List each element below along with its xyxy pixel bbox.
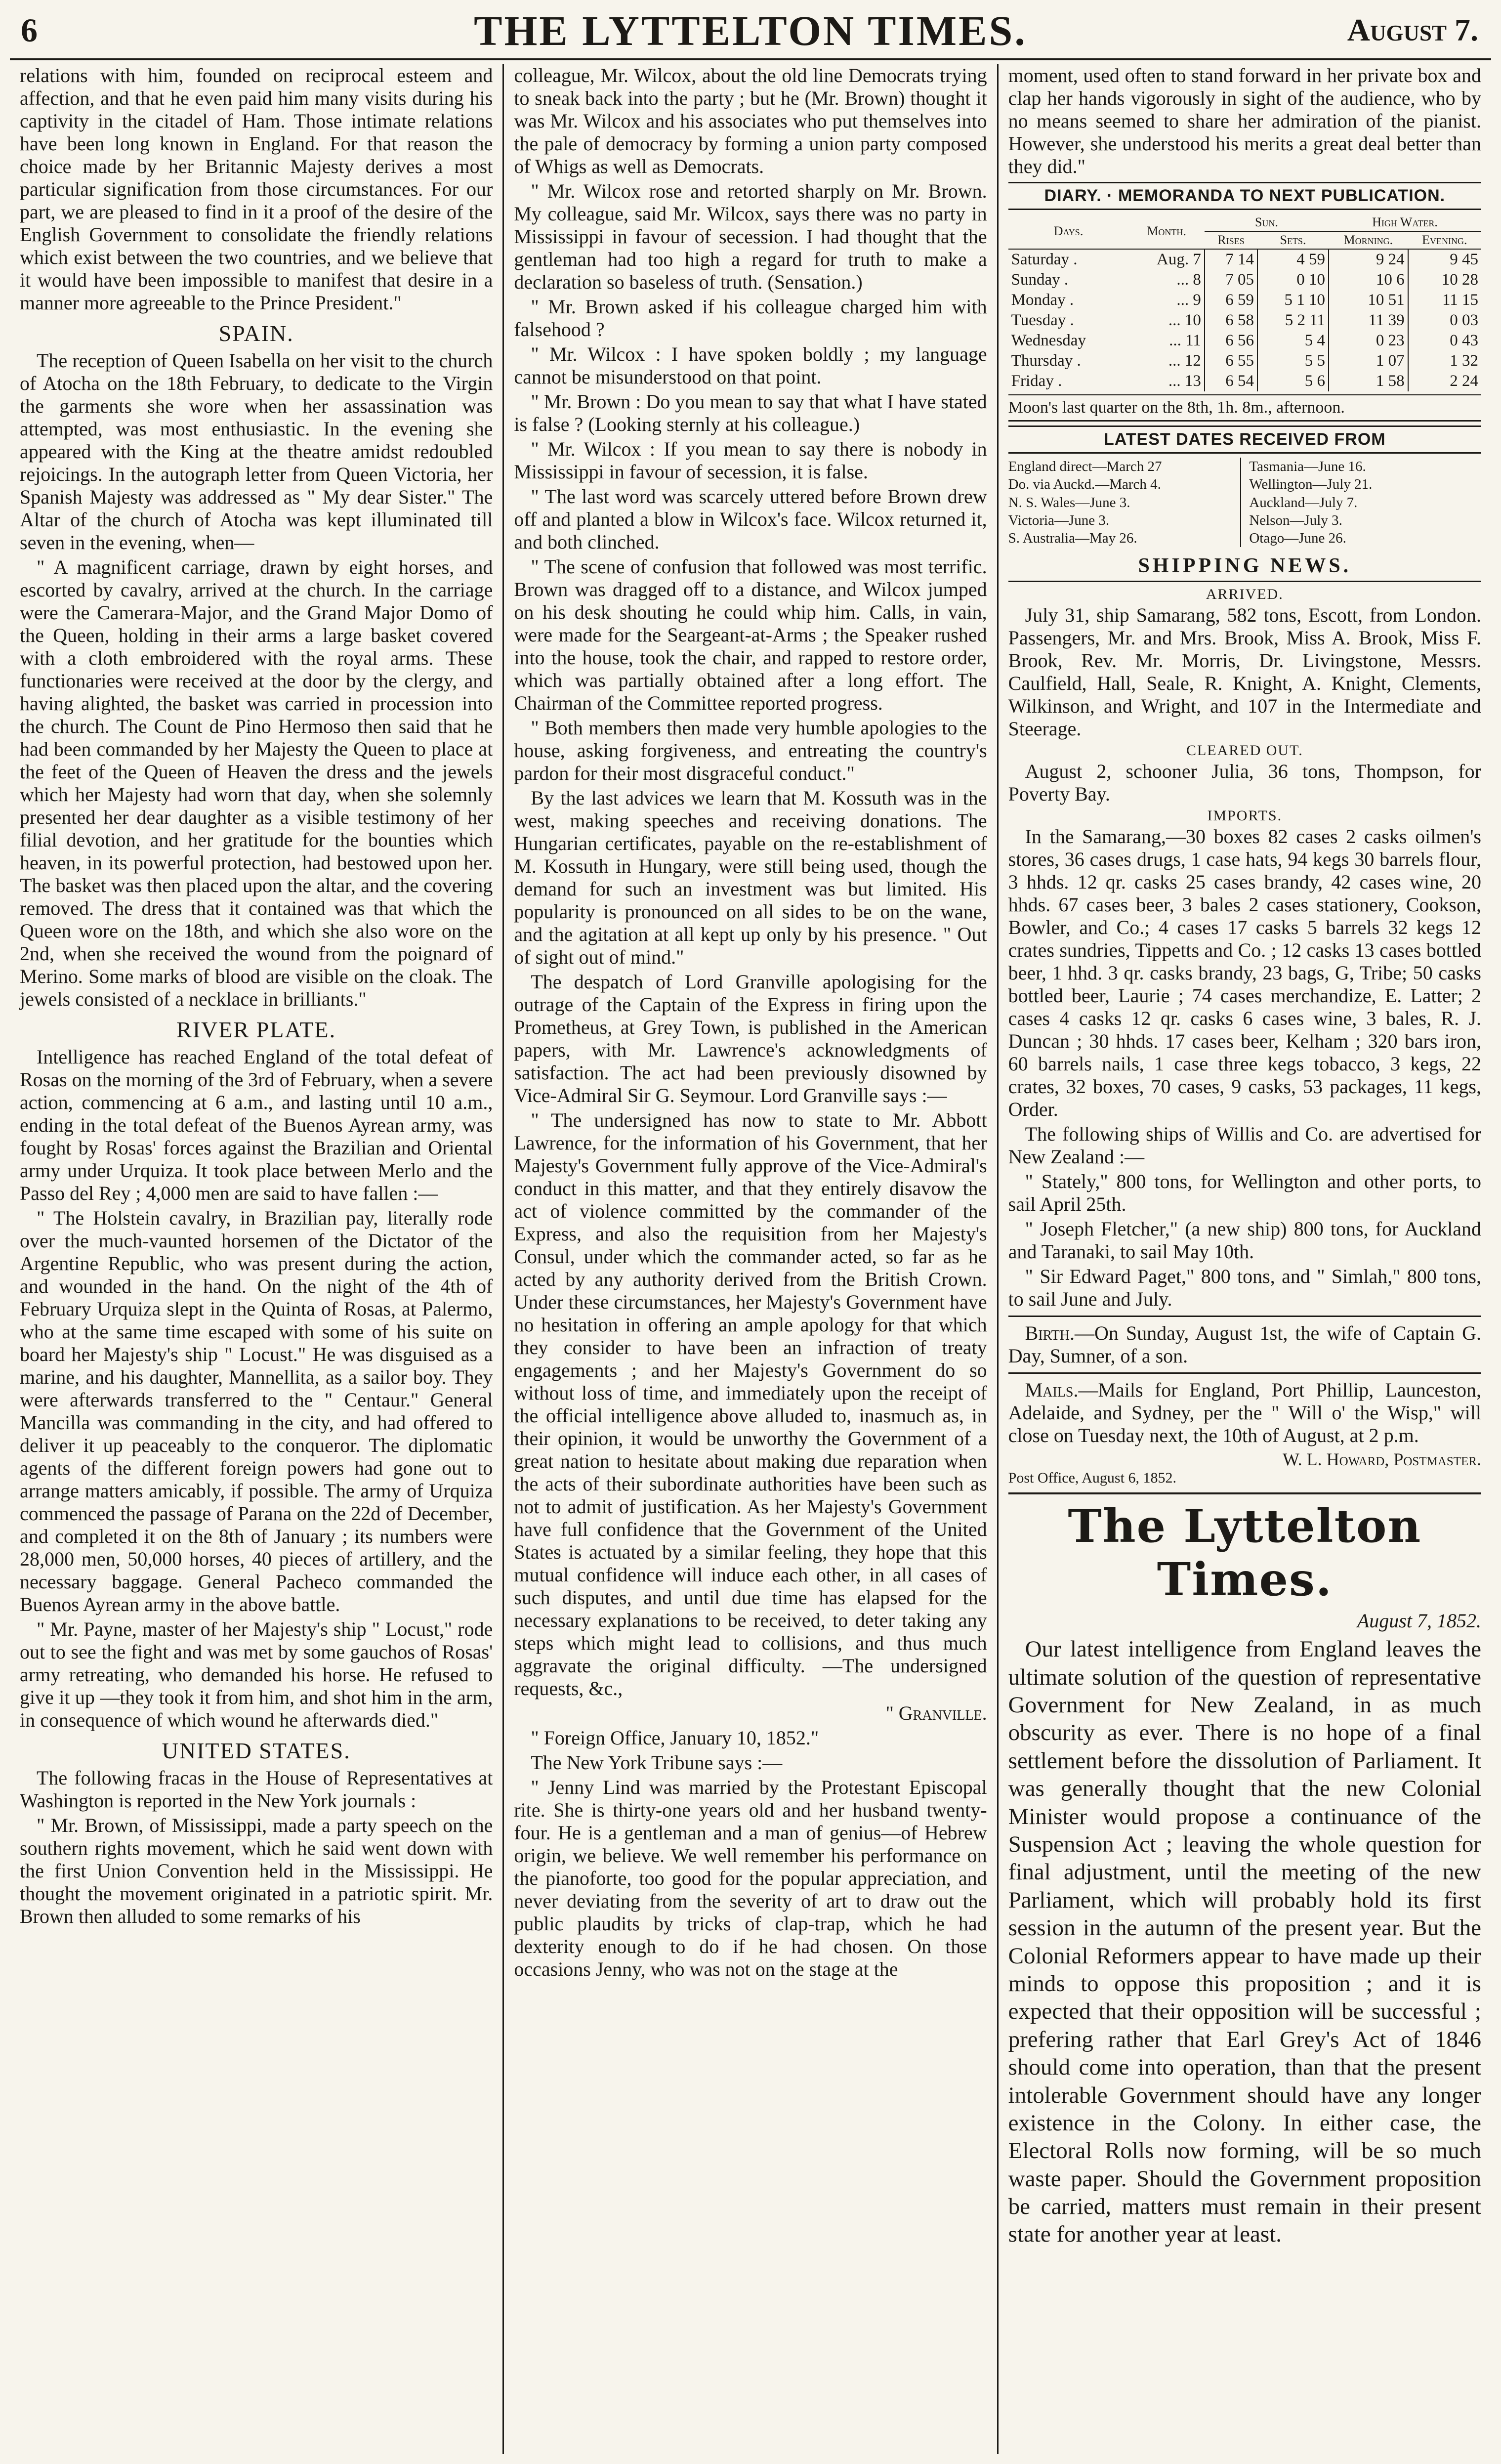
editorial-masthead: The Lyttelton Times. <box>1008 1492 1481 1606</box>
diary-col-sun: Sun. <box>1205 214 1329 231</box>
diary-cell: 5 4 <box>1257 331 1329 351</box>
diary-row <box>1008 371 1481 391</box>
arrived-paragraph: July 31, ship Samarang, 582 tons, Escott, from London. Passengers, Mr. and Mrs. Brook, Miss A. Brook, Miss F. Brook, Rev. Mr. Morris, Dr. Livingstone, Messrs. Caulfield, Hall, Seale, R. Knight, A. Knight, Clements, Wilkinson, and Wright, and 107 in the Intermediate and Steerage. <box>1008 604 1481 740</box>
date-entry: Wellington—July 21. <box>1249 476 1373 493</box>
diary-cell: 5 5 <box>1257 351 1329 371</box>
diary-table <box>1008 214 1481 391</box>
diary-cell: 7 14 <box>1205 249 1257 270</box>
diary-cell: Sunday . <box>1011 271 1069 289</box>
post-office-date: Post Office, August 6, 1852. <box>1008 1470 1176 1487</box>
section-heading-spain: SPAIN. <box>218 321 294 346</box>
diary-cell: Monday . <box>1011 291 1074 309</box>
section-heading-river-plate: RIVER PLATE. <box>176 1017 336 1042</box>
diary-cell: 5 6 <box>1257 371 1329 391</box>
diary-row <box>1008 351 1481 371</box>
diary-cell: 11 39 <box>1329 310 1408 331</box>
diary-cell: 6 56 <box>1205 331 1257 351</box>
column-2 <box>502 64 997 2454</box>
diary-cell: 6 59 <box>1205 290 1257 310</box>
diary-cell: 11 15 <box>1408 290 1481 310</box>
imports-paragraph: In the Samarang,—30 boxes 82 cases 2 casks oilmen's stores, 36 cases drugs, 1 case hats, 94 kegs 30 barrels flour, 3 hhds. 12 qr. casks 25 cases brandy, 42 cases wine, 20 hhds. 67 cases beer, 3 bales 2 cases stationery, Cookson, Bowler, and Co.; 4 cases 17 casks 5 barrels 32 kegs 12 crates sundries, Tippetts and Co. ; 12 casks 13 cases bottled beer, 1 hhd. 3 qr. casks brandy, 23 bags, G, Tribe; 50 casks bottled beer, Laurie ; 74 cases merchandize, E. Latter; 2 cases 4 casks 12 qr. casks 6 cases wine, 3 bales, R. J. Duncan ; 30 hhds. 17 cases beer, Kelham ; 320 bars iron, 60 barrels nails, 1 case three kegs tobacco, 3 kegs, 22 crates, 32 boxes, 70 cases, 9 casks, 53 packages, 11 kegs, Order. <box>1008 825 1481 1121</box>
article-paragraph: relations with him, founded on reciprocal esteem and affection, and that he even paid him many visits during his captivity in the citadel of Ham. Those intimate relations have been long known in England. For that reason the choice made by her Britannic Majesty derives a most particular signification from those circumstances. For our part, we are pleased to find in it a proof of the desire of the English Government to consolidate the friendly relations which exist between the two countries, and we believe that it would have been impossible to manifest that desire in a manner more agreeable to the Prince President." <box>20 64 493 314</box>
latest-dates-heading: LATEST DATES RECEIVED FROM <box>1008 425 1481 454</box>
diary-cell: 5 1 10 <box>1257 290 1329 310</box>
diary-row <box>1008 249 1481 270</box>
divider <box>1008 1316 1481 1317</box>
page-number: 6 <box>21 11 38 49</box>
willis-ship: " Stately," 800 tons, for Wellington and other ports, to sail April 25th. <box>1008 1170 1481 1216</box>
diary-cell: 6 54 <box>1205 371 1257 391</box>
diary-cell: 0 10 <box>1257 270 1329 290</box>
diary-col-days: Days. <box>1008 214 1129 249</box>
diary-cell: 10 51 <box>1329 290 1408 310</box>
diary-cell: 4 59 <box>1257 249 1329 270</box>
signature: " Granville. <box>885 1702 987 1724</box>
diary-cell: 0 03 <box>1408 310 1481 331</box>
willis-paragraph: The following ships of Willis and Co. are advertised for New Zealand :— <box>1008 1123 1481 1168</box>
mails-notice <box>1008 1379 1481 1447</box>
diary-cell: ... 9 <box>1176 291 1201 309</box>
editorial-paragraph: Our latest intelligence from England leaves the ultimate solution of the question of representative Government for New Zealand, in as much obscurity as ever. There is no hope of a final settlement before the dissolution of Parliament. It was generally thought that the new Colonial Minister would propose a continuance of the Suspension Act ; leaving the whole question for final adjustment, until the meeting of the new Parliament, which will probably hold its first session in the autumn of the present year. But the Colonial Reformers appear to have made up their minds to oppose this proposition ; and it is expected that their opposition will be successful ; prefering rather that Earl Grey's Act of 1846 should come into operation, than that the present intolerable Government should have any longer existence in the Colony. In either case, the Electoral Rolls now forming, will be so much waste paper. Should the Government proposition be carried, matters must remain in their present state for another year at least. <box>1008 1636 1481 2248</box>
masthead <box>10 0 1491 60</box>
date-entry: N. S. Wales—June 3. <box>1008 494 1130 510</box>
diary-cell: ... 11 <box>1169 332 1201 349</box>
diary-cell: 0 23 <box>1329 331 1408 351</box>
birth-notice <box>1008 1322 1481 1367</box>
diary-row <box>1008 290 1481 310</box>
article-paragraph: " Mr. Wilcox rose and retorted sharply on Mr. Brown. My colleague, said Mr. Wilcox, says there was no party in Mississippi in favour of secession. I had thought that the gentleman had too high a regard for truth to make a declaration so baseless of truth. (Sensation.) <box>514 180 987 293</box>
diary-cell: Tuesday . <box>1011 311 1074 329</box>
diary-row <box>1008 270 1481 290</box>
diary-col-sets: Sets. <box>1257 231 1329 249</box>
moon-note: Moon's last quarter on the 8th, 1h. 8m., afternoon. <box>1008 394 1481 422</box>
birth-text: —On Sunday, August 1st, the wife of Captain G. Day, Sumner, of a son. <box>1008 1322 1481 1367</box>
date-entry: Do. via Auckd.—March 4. <box>1008 476 1161 493</box>
article-paragraph: colleague, Mr. Wilcox, about the old line Democrats trying to sneak back into the party ; but he (Mr. Brown) thought it was Mr. Wilcox and his associates who put themselves into the pale of democracy by forming a union party composed of Whigs as well as Democrats. <box>514 64 987 177</box>
dates-right-column <box>1240 458 1481 547</box>
editorial-date: August 7, 1852. <box>1357 1610 1481 1632</box>
article-paragraph: The New York Tribune says :— <box>531 1751 783 1774</box>
article-paragraph: " A magnificent carriage, drawn by eight horses, and escorted by cavalry, arrived at the church. In the carriage were the Camerara-Major, and the Grand Major Domo of the Queen, holding in their arms a large basket covered with a cloth embroidered with the royal arms. These functionaries were received at the door by the clergy, and having alighted, the basket was carried in procession into the church. The Count de Pino Hermoso then said that he had been commanded by her Majesty the Queen to place at the feet of the Queen of Heaven the dress and the jewels which her Majesty had worn that day, when she solemnly presented her dear daughter as a visible testimony of her filial devotion, and her gratitude for the bounties which heaven, in its powerful protection, had bestowed upon her. The basket was then placed upon the altar, and the covering removed. The dress that it contained was that which the Queen wore on the 18th, and which she also wore on the 2nd, when she received the wound from the poignard of Merino. Some marks of blood are visible on the cloak. The jewels consisted of a necklace in brilliants." <box>20 556 493 1010</box>
article-paragraph: " The Holstein cavalry, in Brazilian pay, literally rode over the much-vaunted horsemen of the Dictator of the Argentine Republic, who was present during the action, and wounded in the hand. On the night of the 4th of February Urquiza slept in the Quinta of Rosas, at Palermo, who at the same time escaped with some of his suite on board her Majesty's ship " Locust." He was disguised as a marine, and his daughter, Mannellita, as a sailor boy. They were afterwards transferred to the " Centaur." General Mancilla was commanding in the city, and had offered to deliver it up peaceably to the conqueror. The diplomatic agents of the different foreign powers had gone out to arrange matters amicably, if possible. The army of Urquiza commenced the passage of Parana on the 22d of December, and completed it on the 8th of January ; its numbers were 28,000 men, 50,000 horses, 40 pieces of artillery, and the necessary baggage. General Pacheco commanded the Buenos Ayrean army in the above battle. <box>20 1207 493 1615</box>
article-paragraph: " Both members then made very humble apologies to the house, asking forgiveness, and entreating the country's pardon for their most disgraceful conduct." <box>514 717 987 784</box>
diary-cell: 9 45 <box>1408 249 1481 270</box>
diary-cell: 6 58 <box>1205 310 1257 331</box>
article-paragraph: " Mr. Brown, of Mississippi, made a party speech on the southern rights movement, which he said went down with the first Union Convention held in the Mississippi. He thought the movement originated in a patriotic spirit. Mr. Brown then alluded to some remarks of his <box>20 1814 493 1927</box>
diary-col-morning: Morning. <box>1329 231 1408 249</box>
diary-rows <box>1008 249 1481 391</box>
diary-cell: 1 07 <box>1329 351 1408 371</box>
article-paragraph: moment, used often to stand forward in her private box and clap her hands vigorously in sight of the audience, who by no means seemed to share her admiration of the pianist. However, she understood his merits a great deal better than they did." <box>1008 64 1481 177</box>
date-entry: S. Australia—May 26. <box>1008 530 1137 546</box>
diary-cell: 1 58 <box>1329 371 1408 391</box>
diary-cell: 1 32 <box>1408 351 1481 371</box>
diary-cell: 10 6 <box>1329 270 1408 290</box>
willis-ship: " Joseph Fletcher," (a new ship) 800 tons, for Auckland and Taranaki, to sail May 10th. <box>1008 1218 1481 1263</box>
article-paragraph: By the last advices we learn that M. Kossuth was in the west, making speeches and receiving donations. The Hungarian certificates, payable on the re-establishment of M. Kossuth in Hungary, were still being used, though the demand for such an investment was but limited. His popularity is pronounced on all sides to be on the wane, and the agitation at all kept up only by his presence. " Out of sight out of mind." <box>514 787 987 968</box>
article-paragraph: " Mr. Wilcox : If you mean to say there is nobody in Mississippi in favour of secession, it is false. <box>514 438 987 483</box>
date-entry: England direct—March 27 <box>1008 459 1162 474</box>
arrived-heading: ARRIVED. <box>1206 586 1284 603</box>
diary-cell: 6 55 <box>1205 351 1257 371</box>
article-paragraph: " Mr. Brown asked if his colleague charged him with falsehood ? <box>514 296 987 340</box>
diary-cell: Wednesday <box>1011 332 1086 349</box>
date-entry: Nelson—July 3. <box>1249 512 1342 528</box>
diary-col-rises: Rises <box>1205 231 1257 249</box>
diary-cell: ... 8 <box>1176 271 1201 289</box>
diary-cell: ... 12 <box>1168 352 1201 370</box>
diary-cell: ... 10 <box>1168 311 1201 329</box>
diary-cell: Friday . <box>1011 372 1062 390</box>
mails-label: Mails. <box>1025 1379 1079 1402</box>
diary-cell: 7 05 <box>1205 270 1257 290</box>
article-paragraph: " The last word was scarcely uttered before Brown drew off and planted a blow in Wilcox's face. Wilcox returned it, and both clinched. <box>514 485 987 553</box>
article-paragraph: Intelligence has reached England of the total defeat of Rosas on the morning of the 3rd of February, when a severe action, commencing at 6 a.m., and lasting until 10 a.m., ending in the total defeat of the Buenos Ayrean army, was fought by Rosas' forces against the Brazilian and Oriental army under Urquiza. It took place between Merlo and the Passo del Rey ; 4,000 men are said to have fallen :— <box>20 1046 493 1204</box>
article-paragraph: " Mr. Brown : Do you mean to say that what I have stated is false ? (Looking sternly at his colleague.) <box>514 390 987 435</box>
diary-row <box>1008 331 1481 351</box>
diary-cell: 10 28 <box>1408 270 1481 290</box>
diary-cell: 9 24 <box>1329 249 1408 270</box>
willis-ship: " Sir Edward Paget," 800 tons, and " Simlah," 800 tons, to sail June and July. <box>1008 1265 1481 1311</box>
date-entry: Otago—June 26. <box>1249 530 1346 546</box>
diary-cell: Saturday . <box>1011 251 1078 268</box>
column-3 <box>997 64 1491 2454</box>
diary-cell: 0 43 <box>1408 331 1481 351</box>
divider <box>1008 1372 1481 1374</box>
diary-col-evening: Evening. <box>1408 231 1481 249</box>
date-entry: Tasmania—June 16. <box>1249 459 1366 474</box>
cleared-paragraph: August 2, schooner Julia, 36 tons, Thompson, for Poverty Bay. <box>1008 760 1481 806</box>
article-paragraph: " Mr. Payne, master of her Majesty's ship " Locust," rode out to see the fight and was met by some gauchos of Rosas' army retreating, who demanded his horse. He refused to give it up —they took it from him, and shot him in the arm, in consequence of which wound he afterwards died." <box>20 1618 493 1731</box>
diary-cell: ... 13 <box>1168 372 1201 390</box>
dates-left-column <box>1008 458 1241 547</box>
article-paragraph: The reception of Queen Isabella on her visit to the church of Atocha on the 18th February, to dedicate to the Virgin the garments she wore when her assassination was attempted, was most enthusiastic. In the evening she appeared with the King at the theatre amidst redoubled rejoicings. In the autograph letter from Queen Victoria, her Spanish Majesty was addressed as " My dear Sister." The Altar of the church of Atocha was kept illuminated till seven in the evening, when— <box>20 349 493 553</box>
diary-cell: 2 24 <box>1408 371 1481 391</box>
column-1 <box>10 64 502 2454</box>
dateline: " Foreign Office, January 10, 1852." <box>531 1727 819 1749</box>
shipping-news-heading: SHIPPING NEWS. <box>1008 551 1481 582</box>
diary-cell: Aug. 7 <box>1157 251 1201 268</box>
date-entry: Auckland—July 7. <box>1249 494 1358 510</box>
newspaper-title: THE LYTTELTON TIMES. <box>474 7 1027 54</box>
article-paragraph: The despatch of Lord Granville apologising for the outrage of the Captain of the Express in firing upon the Prometheus, at Grey Town, is published in the American papers, with Mr. Lawrence's acknowledgments of satisfaction. The act had been previously disowned by Vice-Admiral Sir G. Seymour. Lord Granville says :— <box>514 971 987 1106</box>
diary-col-month: Month. <box>1128 214 1205 249</box>
mails-text: —Mails for England, Port Phillip, Launceston, Adelaide, and Sydney, per the " Will o' the Wisp," will close on Tuesday next, the 10th of August, at 2 p.m. <box>1008 1379 1481 1447</box>
imports-heading: IMPORTS. <box>1207 807 1283 824</box>
section-heading-united-states: UNITED STATES. <box>162 1738 351 1763</box>
cleared-heading: CLEARED OUT. <box>1186 742 1303 759</box>
diary-cell: Thursday . <box>1011 352 1081 370</box>
date-entry: Victoria—June 3. <box>1008 512 1110 528</box>
article-paragraph: " Mr. Wilcox : I have spoken boldly ; my language cannot be misunderstood on that point. <box>514 343 987 388</box>
article-paragraph: " The undersigned has now to state to Mr. Abbott Lawrence, for the information of his Government, that her Majesty's Government fully approve of the Vice-Admiral's conduct in this matter, and that they entirely disavow the act of violence committed by the commander of the Express, and also the requisition from her Majesty's Consul, under which the commander acted, so far as he acted by any authority derived from the British Crown. Under these circumstances, her Majesty's Government have no hesitation in offering an ample apology for that which they consider to have been an infraction of treaty engagements ; and her Majesty's Government do so without loss of time, and immediately upon the receipt of the official intelligence above alluded to, inasmuch as, in their opinion, it would be unworthy the Government of a great nation to hesitate about making due reparation when the acts of their subordinate authorities have been such as not to admit of justification. As her Majesty's Government have full confidence that the Government of the United States is actuated by a similar feeling, they hope that this mutual confidence will induce each other, in all cases of such disputes, and until due time has elapsed for the necessary explanations to be received, to deter taking any steps which might lead to collisions, and thus much aggravate the original difficulty. —The undersigned requests, &c., <box>514 1109 987 1699</box>
columns <box>10 64 1491 2454</box>
diary-row <box>1008 310 1481 331</box>
issue-date: August 7. <box>1347 12 1478 47</box>
article-paragraph: " Jenny Lind was married by the Protestant Episcopal rite. She is thirty-one years old and her husband twenty-four. He is a gentleman and a man of genius—of Hebrew origin, we believe. We well remember his performance on the pianoforte, too good for the popular appreciation, and never deviating from the severity of art to draw out the public plaudits by tricks of clap-trap, which he had dexterity enough to do if he had chosen. On those occasions Jenny, who was not on the stage at the <box>514 1776 987 1980</box>
diary-col-high-water: High Water. <box>1329 214 1481 231</box>
latest-dates <box>1008 458 1481 547</box>
article-paragraph: The following fracas in the House of Representatives at Washington is reported in the New York journals : <box>20 1767 493 1812</box>
diary-cell: 5 2 11 <box>1257 310 1329 331</box>
diary-heading: DIARY. · MEMORANDA TO NEXT PUBLICATION. <box>1008 182 1481 210</box>
birth-label: Birth. <box>1025 1322 1075 1345</box>
postmaster-signature: W. L. Howard, Postmaster. <box>1283 1449 1481 1470</box>
article-paragraph: " The scene of confusion that followed was most terrific. Brown was dragged off to a distance, and Wilcox jumped on his desk shouting he could whip him. Calls, in vain, were made for the Seargeant-at-Arms ; the Speaker rushed into the house, took the chair, and rapped to restore order, which was partially obtained after a long effort. The Chairman of the Committee reported progress. <box>514 555 987 714</box>
